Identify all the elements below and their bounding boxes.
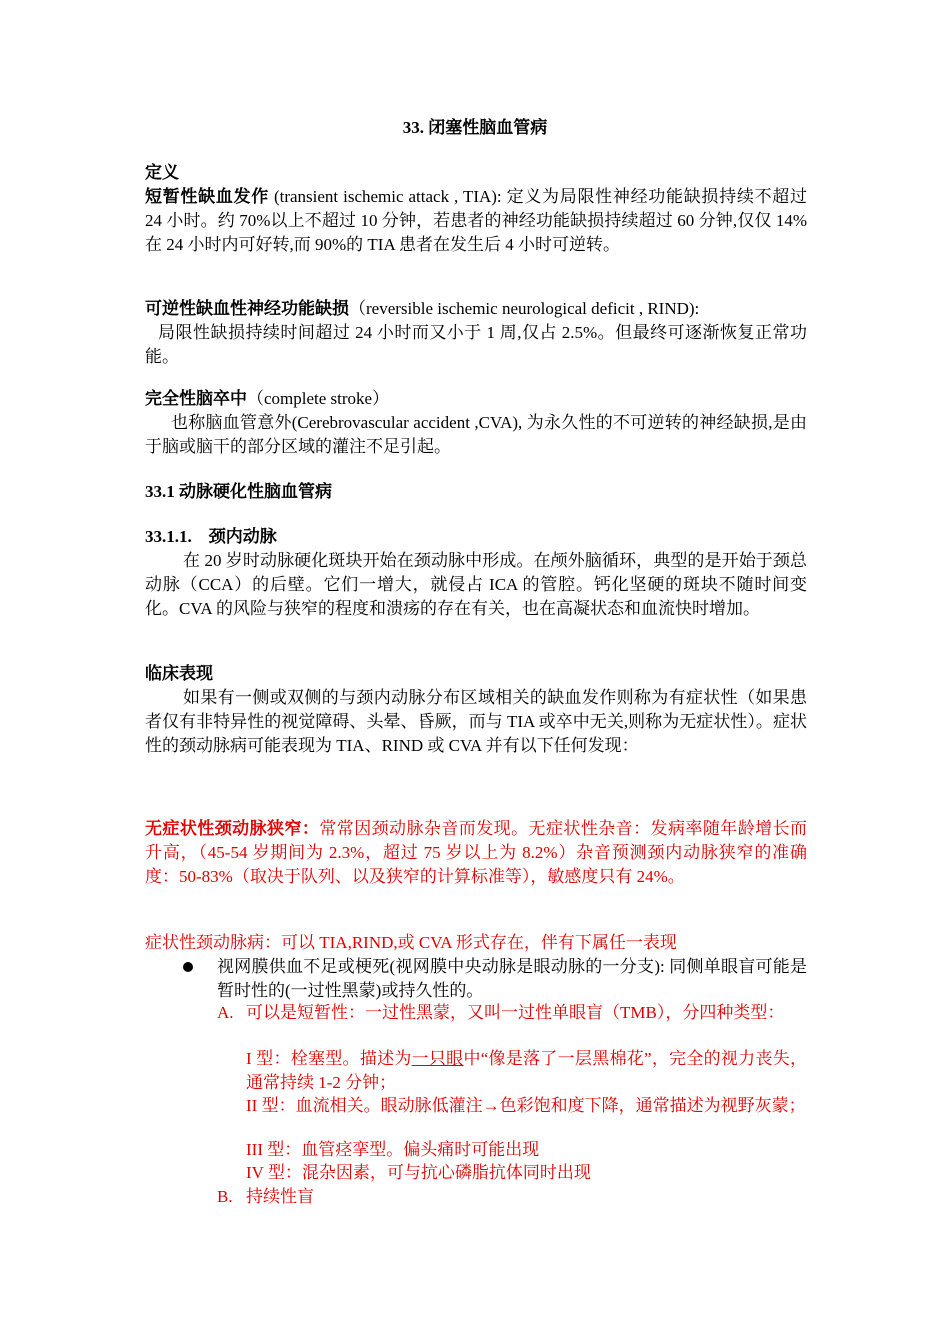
bullet-icon bbox=[183, 962, 193, 972]
asymptomatic-paragraph bbox=[145, 817, 807, 889]
type-3-text: III 型：血管痉挛型。偏头痛时可能出现 bbox=[246, 1140, 540, 1159]
sub-item-a-text: 可以是短暂性：一过性黑蒙，又叫一过性单眼盲（TMB），分四种类型： bbox=[246, 1003, 785, 1022]
section-33-1-1-heading: 33.1.1. 颈内动脉 bbox=[145, 527, 277, 546]
type-1-part-b: 中“像是落了一层黑棉花”，完全的视力丧失，通常持续 1-2 分钟； bbox=[246, 1049, 808, 1092]
list-item bbox=[183, 955, 807, 1003]
rind-term: 可逆性缺血性神经功能缺损 bbox=[145, 299, 349, 318]
type-1-part-a: I 型：栓塞型。描述为 bbox=[246, 1049, 412, 1068]
stroke-section bbox=[145, 387, 807, 459]
stroke-text: 也称脑血管意外(Cerebrovascular accident ,CVA), 为永久性的不可逆转的神经缺损,是由于脑或脑干的部分区域的灌注不足引起。 bbox=[145, 413, 807, 456]
section-33-1-heading: 33.1 动脉硬化性脑血管病 bbox=[145, 482, 332, 501]
asymptomatic-term: 无症状性颈动脉狭窄： bbox=[145, 819, 320, 838]
clinical-text: 如果有一侧或双侧的与颈内动脉分布区域相关的缺血发作则称为有症状性（如果患者仅有非特异性的视觉障碍、头晕、昏厥，而与 TIA 或卒中无关,则称为无症状性）。症状性的颈动脉病可能表现为 TIA、RIND 或 CVA 并有以下任何发现： bbox=[145, 688, 807, 755]
type-4-text: IV 型：混杂因素，可与抗心磷脂抗体同时出现 bbox=[246, 1163, 591, 1182]
type-2-text: II 型：血流相关。眼动脉低灌注→色彩饱和度下降，通常描述为视野灰蒙； bbox=[246, 1096, 806, 1115]
section-33-1-1 bbox=[145, 525, 807, 621]
type-1-text bbox=[246, 1047, 807, 1095]
tia-text: (transient ischemic attack , TIA): 定义为局限性神经功能缺损持续不超过 24 小时。约 70%以上不超过 10 分钟，若患者的神经功能缺损持续超过 60 分钟,仅仅 14%在 24 小时内可好转,而 90%的 TIA 患者在发生后 4 小时可逆转。 bbox=[145, 187, 807, 254]
definition-heading: 定义 bbox=[145, 163, 179, 182]
stroke-term-rest: （complete stroke） bbox=[247, 389, 390, 408]
clinical-section bbox=[145, 662, 807, 758]
bullet-text: 视网膜供血不足或梗死(视网膜中央动脉是眼动脉的一分支): 同侧单眼盲可能是暂时性的(一过性黑蒙)或持久性的。 bbox=[217, 957, 807, 1000]
tia-term: 短暂性缺血发作 bbox=[145, 187, 269, 206]
symptomatic-intro: 症状性颈动脉病：可以 TIA,RIND,或 CVA 形式存在，伴有下属任一表现 bbox=[145, 933, 677, 952]
tia-paragraph bbox=[145, 185, 807, 257]
section-33-1-1-text: 在 20 岁时动脉硬化斑块开始在颈动脉中形成。在颅外脑循环，典型的是开始于颈总动脉（CCA）的后壁。它们一增大，就侵占 ICA 的管腔。钙化坚硬的斑块不随时间变化。CVA 的风险与狭窄的程度和溃疡的存在有关，也在高凝状态和血流快时增加。 bbox=[145, 551, 807, 618]
clinical-heading: 临床表现 bbox=[145, 664, 213, 683]
stroke-term: 完全性脑卒中 bbox=[145, 389, 247, 408]
sub-item-a bbox=[217, 1001, 807, 1025]
type-1-underlined: 一只眼 bbox=[411, 1049, 464, 1068]
stroke-heading bbox=[145, 387, 807, 411]
rind-section bbox=[145, 297, 807, 369]
definition-section bbox=[145, 161, 807, 257]
sub-item-a-marker: A. bbox=[217, 1003, 234, 1022]
asymptomatic-text: 常常因颈动脉杂音而发现。无症状性杂音：发病率随年龄增长而升高，（45-54 岁期间为 2.3%，超过 75 岁以上为 8.2%）杂音预测颈内动脉狭窄的准确度：50-83%（取决于队列、以及狭窄的计算标准等），敏感度只有 24%。 bbox=[145, 819, 808, 886]
sub-item-b bbox=[217, 1185, 807, 1209]
sub-item-b-text: 持续性盲 bbox=[246, 1187, 314, 1206]
rind-heading bbox=[145, 297, 807, 321]
sub-item-b-marker: B. bbox=[217, 1187, 233, 1206]
page-title: 33. 闭塞性脑血管病 bbox=[402, 118, 548, 137]
asymptomatic-section bbox=[145, 817, 807, 889]
rind-text: 局限性缺损持续时间超过 24 小时而又小于 1 周,仅占 2.5%。但最终可逐渐恢复正常功能。 bbox=[145, 323, 807, 366]
rind-term-rest: （reversible ischemic neurological deficit , RIND): bbox=[349, 299, 700, 318]
